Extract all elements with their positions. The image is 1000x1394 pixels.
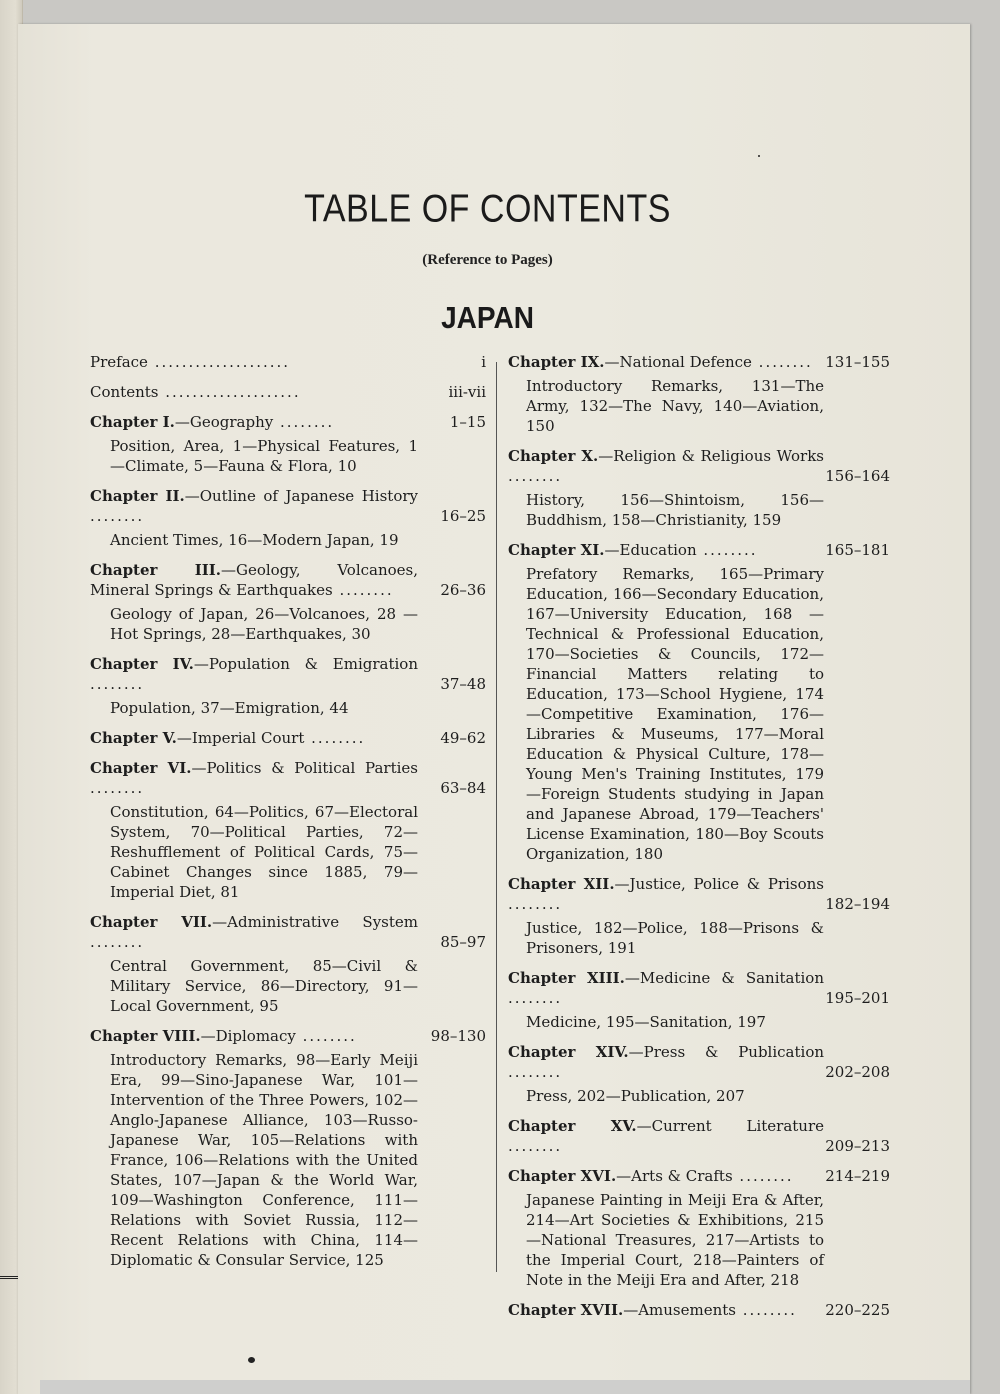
toc-subtopics: Medicine, 195—Sanitation, 197: [526, 1013, 766, 1031]
toc-entry[interactable]: [508, 352, 890, 436]
toc-entry[interactable]: [90, 1026, 486, 1270]
page-range: 26–36: [440, 581, 486, 599]
toc-left-column: [90, 352, 486, 1280]
chapter-title: —Current Literature: [636, 1117, 825, 1135]
toc-subtopics: Prefatory Remarks, 165—Primary Education, 166—Secondary Education, 167—University Education, 168 —Technical & Professional Education, 170—Societies & Councils, 172—Financial Matters relating to Education, 173—School Hygiene, 174—Competitive Examination, 176—Libraries & Museums, 177—Moral Education & Physical Culture, 178—Young Men's Training Institutes, 179 —Foreign Students studying in Japan and Japanese Abroad, 179—Teachers' License Examination, 180—Boy Scouts Organization, 180: [526, 565, 824, 863]
chapter-number: Chapter I.: [90, 413, 175, 431]
page-range: 37–48: [440, 675, 486, 693]
chapter-number: Chapter XI.: [508, 541, 605, 559]
ink-speck: [248, 1357, 255, 1363]
toc-entry[interactable]: [90, 382, 486, 402]
chapter-number: Chapter IV.: [90, 655, 194, 673]
toc-entry-label: [508, 1166, 824, 1186]
dot-leader: ........: [90, 933, 145, 951]
toc-subtopics: Japanese Painting in Meiji Era & After, 214—Art Societies & Exhibitions, 215—National Treasures, 217—Artists to the Imperial Court, 218—Painters of Note in the Meiji Era and After, 218: [526, 1191, 824, 1289]
toc-entry[interactable]: [508, 1116, 890, 1156]
dot-leader: ........: [508, 1137, 563, 1155]
toc-entry[interactable]: [90, 912, 486, 1016]
column-divider: [496, 362, 497, 1272]
chapter-number: Chapter XIV.: [508, 1043, 629, 1061]
toc-entry-heading[interactable]: [90, 382, 486, 402]
dot-leader: ........: [508, 467, 563, 485]
page-range: 202–208: [825, 1063, 890, 1081]
chapter-title: —Geology, Volcanoes, Mineral Springs & Earthquakes: [90, 561, 419, 599]
toc-entry[interactable]: [90, 728, 486, 748]
toc-entry-heading[interactable]: [90, 560, 486, 600]
page-range: 1–15: [449, 413, 486, 431]
toc-entry-label: [90, 654, 418, 694]
dot-leader: ........: [90, 675, 145, 693]
toc-entry[interactable]: [90, 654, 486, 718]
toc-entry-heading[interactable]: [508, 1300, 890, 1320]
toc-entry-label: [90, 486, 418, 526]
toc-entry-heading[interactable]: [90, 412, 486, 432]
toc-entry-heading[interactable]: [90, 654, 486, 694]
toc-subtopics: History, 156—Shintoism, 156—Buddhism, 158—Christianity, 159: [526, 491, 824, 529]
toc-entry-label: [90, 912, 418, 952]
page-range: 49–62: [440, 729, 486, 747]
toc-entry-label: [508, 352, 824, 372]
chapter-number: Chapter X.: [508, 447, 599, 465]
toc-subtopics: Central Government, 85—Civil & Military Service, 86—Directory, 91—Local Government, 95: [110, 957, 418, 1015]
chapter-title: —Geography: [174, 413, 274, 431]
chapter-number: Chapter XVII.: [508, 1301, 624, 1319]
page-range: 85–97: [440, 933, 486, 951]
page-range: 165–181: [825, 541, 890, 559]
toc-entry-heading[interactable]: [90, 486, 486, 526]
toc-entry-heading[interactable]: [508, 352, 890, 372]
toc-entry[interactable]: [508, 446, 890, 530]
dot-leader: ........: [273, 413, 335, 431]
chapter-number: Chapter II.: [90, 487, 185, 505]
dot-leader: ....................: [147, 353, 291, 371]
page-range: 195–201: [825, 989, 890, 1007]
toc-right-column: [508, 352, 890, 1330]
toc-entry-label: [90, 412, 418, 432]
page-range: i: [481, 353, 486, 371]
chapter-number: Chapter VI.: [90, 759, 192, 777]
toc-entry-heading[interactable]: [90, 728, 486, 748]
dot-leader: ....................: [158, 383, 301, 401]
chapter-title: Preface: [90, 353, 148, 371]
dot-leader: ........: [295, 1027, 357, 1045]
page-range: 220–225: [825, 1301, 890, 1319]
chapter-number: Chapter V.: [90, 729, 177, 747]
toc-entry-heading[interactable]: [508, 968, 890, 1008]
toc-entry-heading[interactable]: [90, 1026, 486, 1046]
toc-entry[interactable]: [90, 352, 486, 372]
toc-entry[interactable]: [508, 1166, 890, 1290]
dot-leader: ........: [508, 1063, 563, 1081]
chapter-number: Chapter IX.: [508, 353, 605, 371]
toc-entry-label: [90, 382, 418, 402]
chapter-title: —Imperial Court: [176, 729, 305, 747]
chapter-title: —Outline of Japanese History: [184, 487, 418, 505]
page-range: 209–213: [825, 1137, 890, 1155]
dot-leader: ........: [304, 729, 366, 747]
chapter-number: Chapter XIII.: [508, 969, 625, 987]
page-range: 98–130: [430, 1027, 486, 1045]
toc-entry[interactable]: [508, 540, 890, 864]
chapter-title: —Administrative System: [212, 913, 418, 931]
chapter-number: Chapter VII.: [90, 913, 213, 931]
toc-subtopics: Justice, 182—Police, 188—Prisons & Prisoners, 191: [526, 919, 824, 957]
toc-entry-heading[interactable]: [508, 446, 890, 486]
chapter-title: Contents: [90, 383, 159, 401]
toc-entry[interactable]: [90, 486, 486, 550]
ink-speck: [758, 155, 760, 157]
toc-entry[interactable]: [508, 1042, 890, 1106]
page-range: iii-vii: [448, 383, 486, 401]
page-range: 63–84: [440, 779, 486, 797]
chapter-title: —Religion & Religious Works: [598, 447, 824, 465]
toc-entry-label: [90, 560, 418, 600]
page-range: 182–194: [825, 895, 890, 913]
chapter-title: —Arts & Crafts: [616, 1167, 733, 1185]
toc-entry-heading[interactable]: [90, 912, 486, 952]
dot-leader: ........: [90, 507, 145, 525]
chapter-number: Chapter III.: [90, 561, 221, 579]
toc-entry-heading[interactable]: [508, 1116, 890, 1156]
toc-subtopics: Geology of Japan, 26—Volcanoes, 28 —Hot Springs, 28—Earthquakes, 30: [110, 605, 418, 643]
dot-leader: ........: [90, 779, 145, 797]
toc-entry-heading[interactable]: [508, 874, 890, 914]
toc-entry-label: [508, 1300, 824, 1320]
chapter-number: Chapter XII.: [508, 875, 615, 893]
chapter-title: —Medicine & Sanitation: [624, 969, 824, 987]
chapter-title: —Justice, Police & Prisons: [614, 875, 824, 893]
chapter-title: —Education: [604, 541, 697, 559]
dot-leader: ........: [696, 541, 758, 559]
toc-entry-heading[interactable]: [90, 758, 486, 798]
page-title: TABLE OF CONTENTS: [304, 187, 671, 231]
page-range: 16–25: [440, 507, 486, 525]
chapter-title: —Amusements: [623, 1301, 736, 1319]
chapter-number: Chapter VIII.: [90, 1027, 201, 1045]
toc-subtopics: Introductory Remarks, 98—Early Meiji Era, 99—Sino-Japanese War, 101—Intervention of the Three Powers, 102—Anglo-Japanese Alliance, 103—Russo-Japanese War, 105—Relations with France, 106—Relations with the United States, 107—Japan & the World War, 109—Washington Conference, 111—Relations with Soviet Russia, 112—Recent Relations with China, 114—Diplomatic & Consular Service, 125: [110, 1051, 418, 1269]
toc-entry-heading[interactable]: [508, 1166, 890, 1186]
toc-subtopics: Introductory Remarks, 131—The Army, 132—The Navy, 140—Aviation, 150: [526, 377, 824, 435]
chapter-title: —Politics & Political Parties: [191, 759, 418, 777]
toc-entry-label: [508, 968, 824, 1008]
toc-entry-heading[interactable]: [508, 1042, 890, 1082]
toc-entry[interactable]: [508, 968, 890, 1032]
dot-leader: ........: [732, 1167, 794, 1185]
toc-entry-label: [508, 874, 824, 914]
toc-subtopics: Constitution, 64—Politics, 67—Electoral System, 70—Political Parties, 72—Reshufflement of Political Cards, 75—Cabinet Changes since 1885, 79—Imperial Diet, 81: [110, 803, 418, 901]
section-heading: JAPAN: [441, 300, 534, 335]
toc-entry[interactable]: [90, 412, 486, 476]
chapter-number: Chapter XV.: [508, 1117, 637, 1135]
toc-entry-label: [508, 446, 824, 486]
dot-leader: ........: [508, 989, 563, 1007]
dot-leader: ........: [508, 895, 563, 913]
page-range: 156–164: [825, 467, 890, 485]
page-subtitle: (Reference to Pages): [422, 252, 553, 268]
chapter-title: —National Defence: [604, 353, 752, 371]
toc-entry-label: [508, 1116, 824, 1156]
toc-entry-label: [508, 540, 824, 560]
toc-entry[interactable]: [90, 758, 486, 902]
page-shadow: [40, 1380, 970, 1394]
chapter-number: Chapter XVI.: [508, 1167, 617, 1185]
chapter-title: —Population & Emigration: [193, 655, 418, 673]
toc-entry-label: [90, 1026, 418, 1046]
toc-subtopics: Press, 202—Publication, 207: [526, 1087, 745, 1105]
toc-subtopics: Population, 37—Emigration, 44: [110, 699, 349, 717]
dot-leader: ........: [735, 1301, 797, 1319]
toc-subtopics: Ancient Times, 16—Modern Japan, 19: [110, 531, 399, 549]
toc-entry-label: [90, 758, 418, 798]
dot-leader: ........: [751, 353, 813, 371]
page-range: 214–219: [825, 1167, 890, 1185]
toc-entry-label: [508, 1042, 824, 1082]
toc-subtopics: Position, Area, 1—Physical Features, 1—Climate, 5—Fauna & Flora, 10: [110, 437, 418, 475]
page-range: 131–155: [825, 353, 890, 371]
dot-leader: ........: [332, 581, 394, 599]
toc-entry[interactable]: [508, 1300, 890, 1320]
toc-entry-heading[interactable]: [508, 540, 890, 560]
toc-entry-label: [90, 352, 418, 372]
chapter-title: —Diplomacy: [200, 1027, 296, 1045]
toc-entry-label: [90, 728, 418, 748]
toc-entry[interactable]: [90, 560, 486, 644]
chapter-title: —Press & Publication: [628, 1043, 825, 1061]
toc-entry[interactable]: [508, 874, 890, 958]
toc-entry-heading[interactable]: [90, 352, 486, 372]
